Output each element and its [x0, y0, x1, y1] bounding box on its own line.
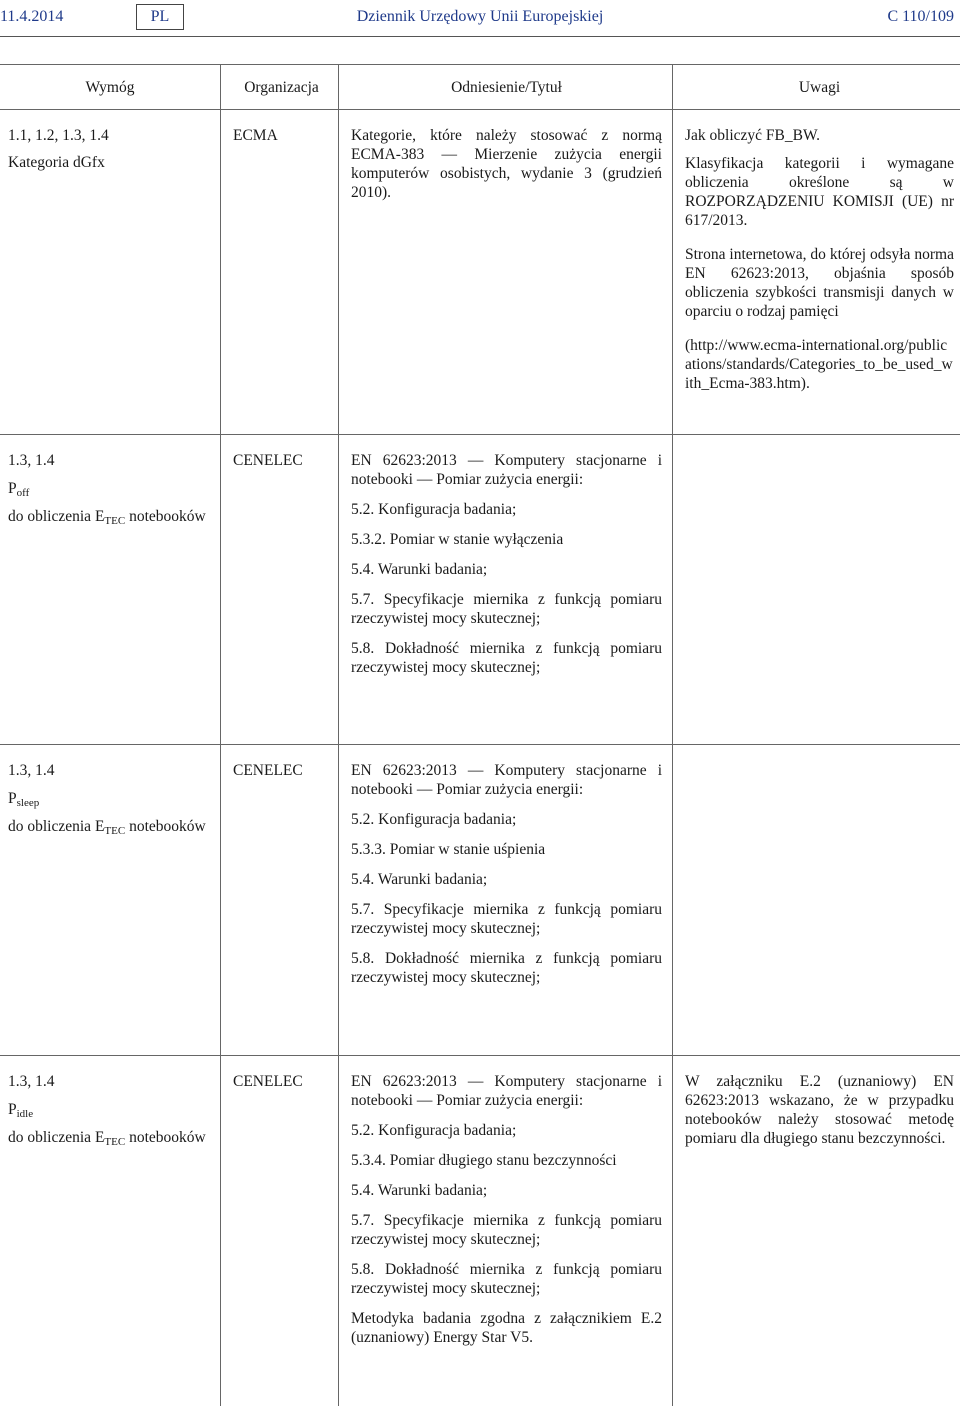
calc-text: do obliczenia E [8, 818, 105, 835]
requirement-sections: 1.1, 1.2, 1.3, 1.4 [8, 127, 109, 144]
notes-cell [672, 435, 960, 744]
power-symbol [8, 479, 212, 498]
power-symbol [8, 1100, 212, 1119]
table-row [0, 1056, 960, 1406]
calc-end: notebooków [129, 508, 206, 525]
reference-line: 5.7. Specyfikacje miernika z funkcją pomiaru rzeczywistej mocy skutecznej; [351, 1212, 662, 1248]
reference-line: Metodyka badania zgodna z załącznikiem E.2 (uznaniowy) Energy Star V5. [351, 1310, 662, 1346]
requirement-sections: 1.3, 1.4 [8, 452, 55, 469]
reference-line: 5.3.4. Pomiar długiego stanu bezczynności [351, 1152, 617, 1169]
organization-cell: CENELEC [220, 745, 338, 1055]
reference-text: Kategorie, które należy stosować z normą ECMA-383 — Mierzenie zużycia energii komputerów osobistych, wydanie 3 (grudzień 2010). [351, 127, 662, 201]
notes-cell [672, 110, 960, 434]
reference-cell [338, 110, 672, 434]
reference-line: 5.7. Specyfikacje miernika z funkcją pomiaru rzeczywistej mocy skutecznej; [351, 591, 662, 627]
requirement-calc [8, 817, 212, 836]
power-symbol [8, 789, 212, 808]
requirement-cell [0, 1056, 220, 1406]
notes-cell [672, 1056, 960, 1406]
requirement-category: Kategoria dGfx [8, 154, 105, 171]
reference-line: EN 62623:2013 — Komputery stacjonarne i notebooki — Pomiar zużycia energii: [351, 762, 662, 798]
reference-cell [338, 435, 672, 744]
reference-line: 5.8. Dokładność miernika z funkcją pomiaru rzeczywistej mocy skutecznej; [351, 950, 662, 986]
reference-line: 5.4. Warunki badania; [351, 1182, 488, 1199]
requirements-table [0, 64, 960, 1406]
reference-line: 5.2. Konfiguracja badania; [351, 1122, 517, 1139]
reference-line: EN 62623:2013 — Komputery stacjonarne i notebooki — Pomiar zużycia energii: [351, 1073, 662, 1109]
reference-line: 5.3.2. Pomiar w stanie wyłączenia [351, 531, 564, 548]
calc-sub: TEC [104, 825, 126, 837]
reference-line: 5.4. Warunki badania; [351, 871, 488, 888]
reference-line: 5.8. Dokładność miernika z funkcją pomiaru rzeczywistej mocy skutecznej; [351, 640, 662, 676]
calc-text: do obliczenia E [8, 1129, 105, 1146]
calc-end: notebooków [129, 818, 206, 835]
reference-line: 5.2. Konfiguracja badania; [351, 501, 517, 518]
reference-line: EN 62623:2013 — Komputery stacjonarne i notebooki — Pomiar zużycia energii: [351, 452, 662, 488]
note-paragraph: Strona internetowa, do której odsyła norma EN 62623:2013, objaśnia sposób obliczenia szybkości transmisji danych w oparciu o rodzaj pamięci [685, 246, 954, 320]
power-symbol-main: P [8, 790, 17, 807]
column-header-notes: Uwagi [672, 65, 960, 109]
publication-date: 11.4.2014 [0, 8, 64, 25]
table-row [0, 435, 960, 745]
header-divider [0, 36, 960, 37]
language-badge: PL [136, 4, 184, 30]
calc-sub: TEC [104, 1136, 126, 1148]
organization-cell: CENELEC [220, 435, 338, 744]
requirement-cell [0, 110, 220, 434]
requirement-calc [8, 507, 212, 526]
requirement-sections: 1.3, 1.4 [8, 1073, 55, 1090]
reference-cell [338, 1056, 672, 1406]
note-url: (http://www.ecma-international.org/publications/standards/Categories_to_be_used_with_Ecma-383.htm). [685, 337, 953, 392]
calc-text: do obliczenia E [8, 508, 105, 525]
page-header [0, 8, 960, 32]
requirement-cell [0, 435, 220, 744]
note-paragraph: Jak obliczyć FB_BW. [685, 127, 821, 144]
table-row [0, 110, 960, 435]
column-header-reference: Odniesienie/Tytuł [338, 65, 672, 109]
calc-sub: TEC [104, 515, 126, 527]
column-header-organization: Organizacja [220, 65, 338, 109]
reference-cell [338, 745, 672, 1055]
organization-cell: CENELEC [220, 1056, 338, 1406]
organization-cell: ECMA [220, 110, 338, 434]
table-header-row [0, 65, 960, 110]
reference-line: 5.7. Specyfikacje miernika z funkcją pomiaru rzeczywistej mocy skutecznej; [351, 901, 662, 937]
journal-title: Dziennik Urzędowy Unii Europejskiej [356, 8, 604, 25]
power-symbol-sub: off [16, 487, 30, 499]
calc-end: notebooków [129, 1129, 206, 1146]
power-symbol-sub: idle [16, 1108, 34, 1120]
power-symbol-sub: sleep [16, 797, 40, 809]
column-header-requirement: Wymóg [85, 79, 135, 96]
power-symbol-main: P [8, 1101, 17, 1118]
table-row [0, 745, 960, 1056]
requirement-cell [0, 745, 220, 1055]
note-paragraph: Klasyfikacja kategorii i wymagane obliczenia określone są w ROZPORZĄDZENIU KOMISJI (UE) nr 617/2013. [685, 155, 954, 229]
power-symbol-main: P [8, 480, 17, 497]
reference-line: 5.4. Warunki badania; [351, 561, 488, 578]
requirement-calc [8, 1128, 212, 1147]
page-number: C 110/109 [887, 8, 954, 25]
reference-line: 5.8. Dokładność miernika z funkcją pomiaru rzeczywistej mocy skutecznej; [351, 1261, 662, 1297]
reference-line: 5.3.3. Pomiar w stanie uśpienia [351, 841, 546, 858]
note-paragraph: W załączniku E.2 (uznaniowy) EN 62623:2013 wskazano, że w przypadku notebooków należy stosować metodę pomiaru dla długiego stanu bezczynności. [685, 1073, 954, 1147]
notes-cell [672, 745, 960, 1055]
requirement-sections: 1.3, 1.4 [8, 762, 55, 779]
reference-line: 5.2. Konfiguracja badania; [351, 811, 517, 828]
